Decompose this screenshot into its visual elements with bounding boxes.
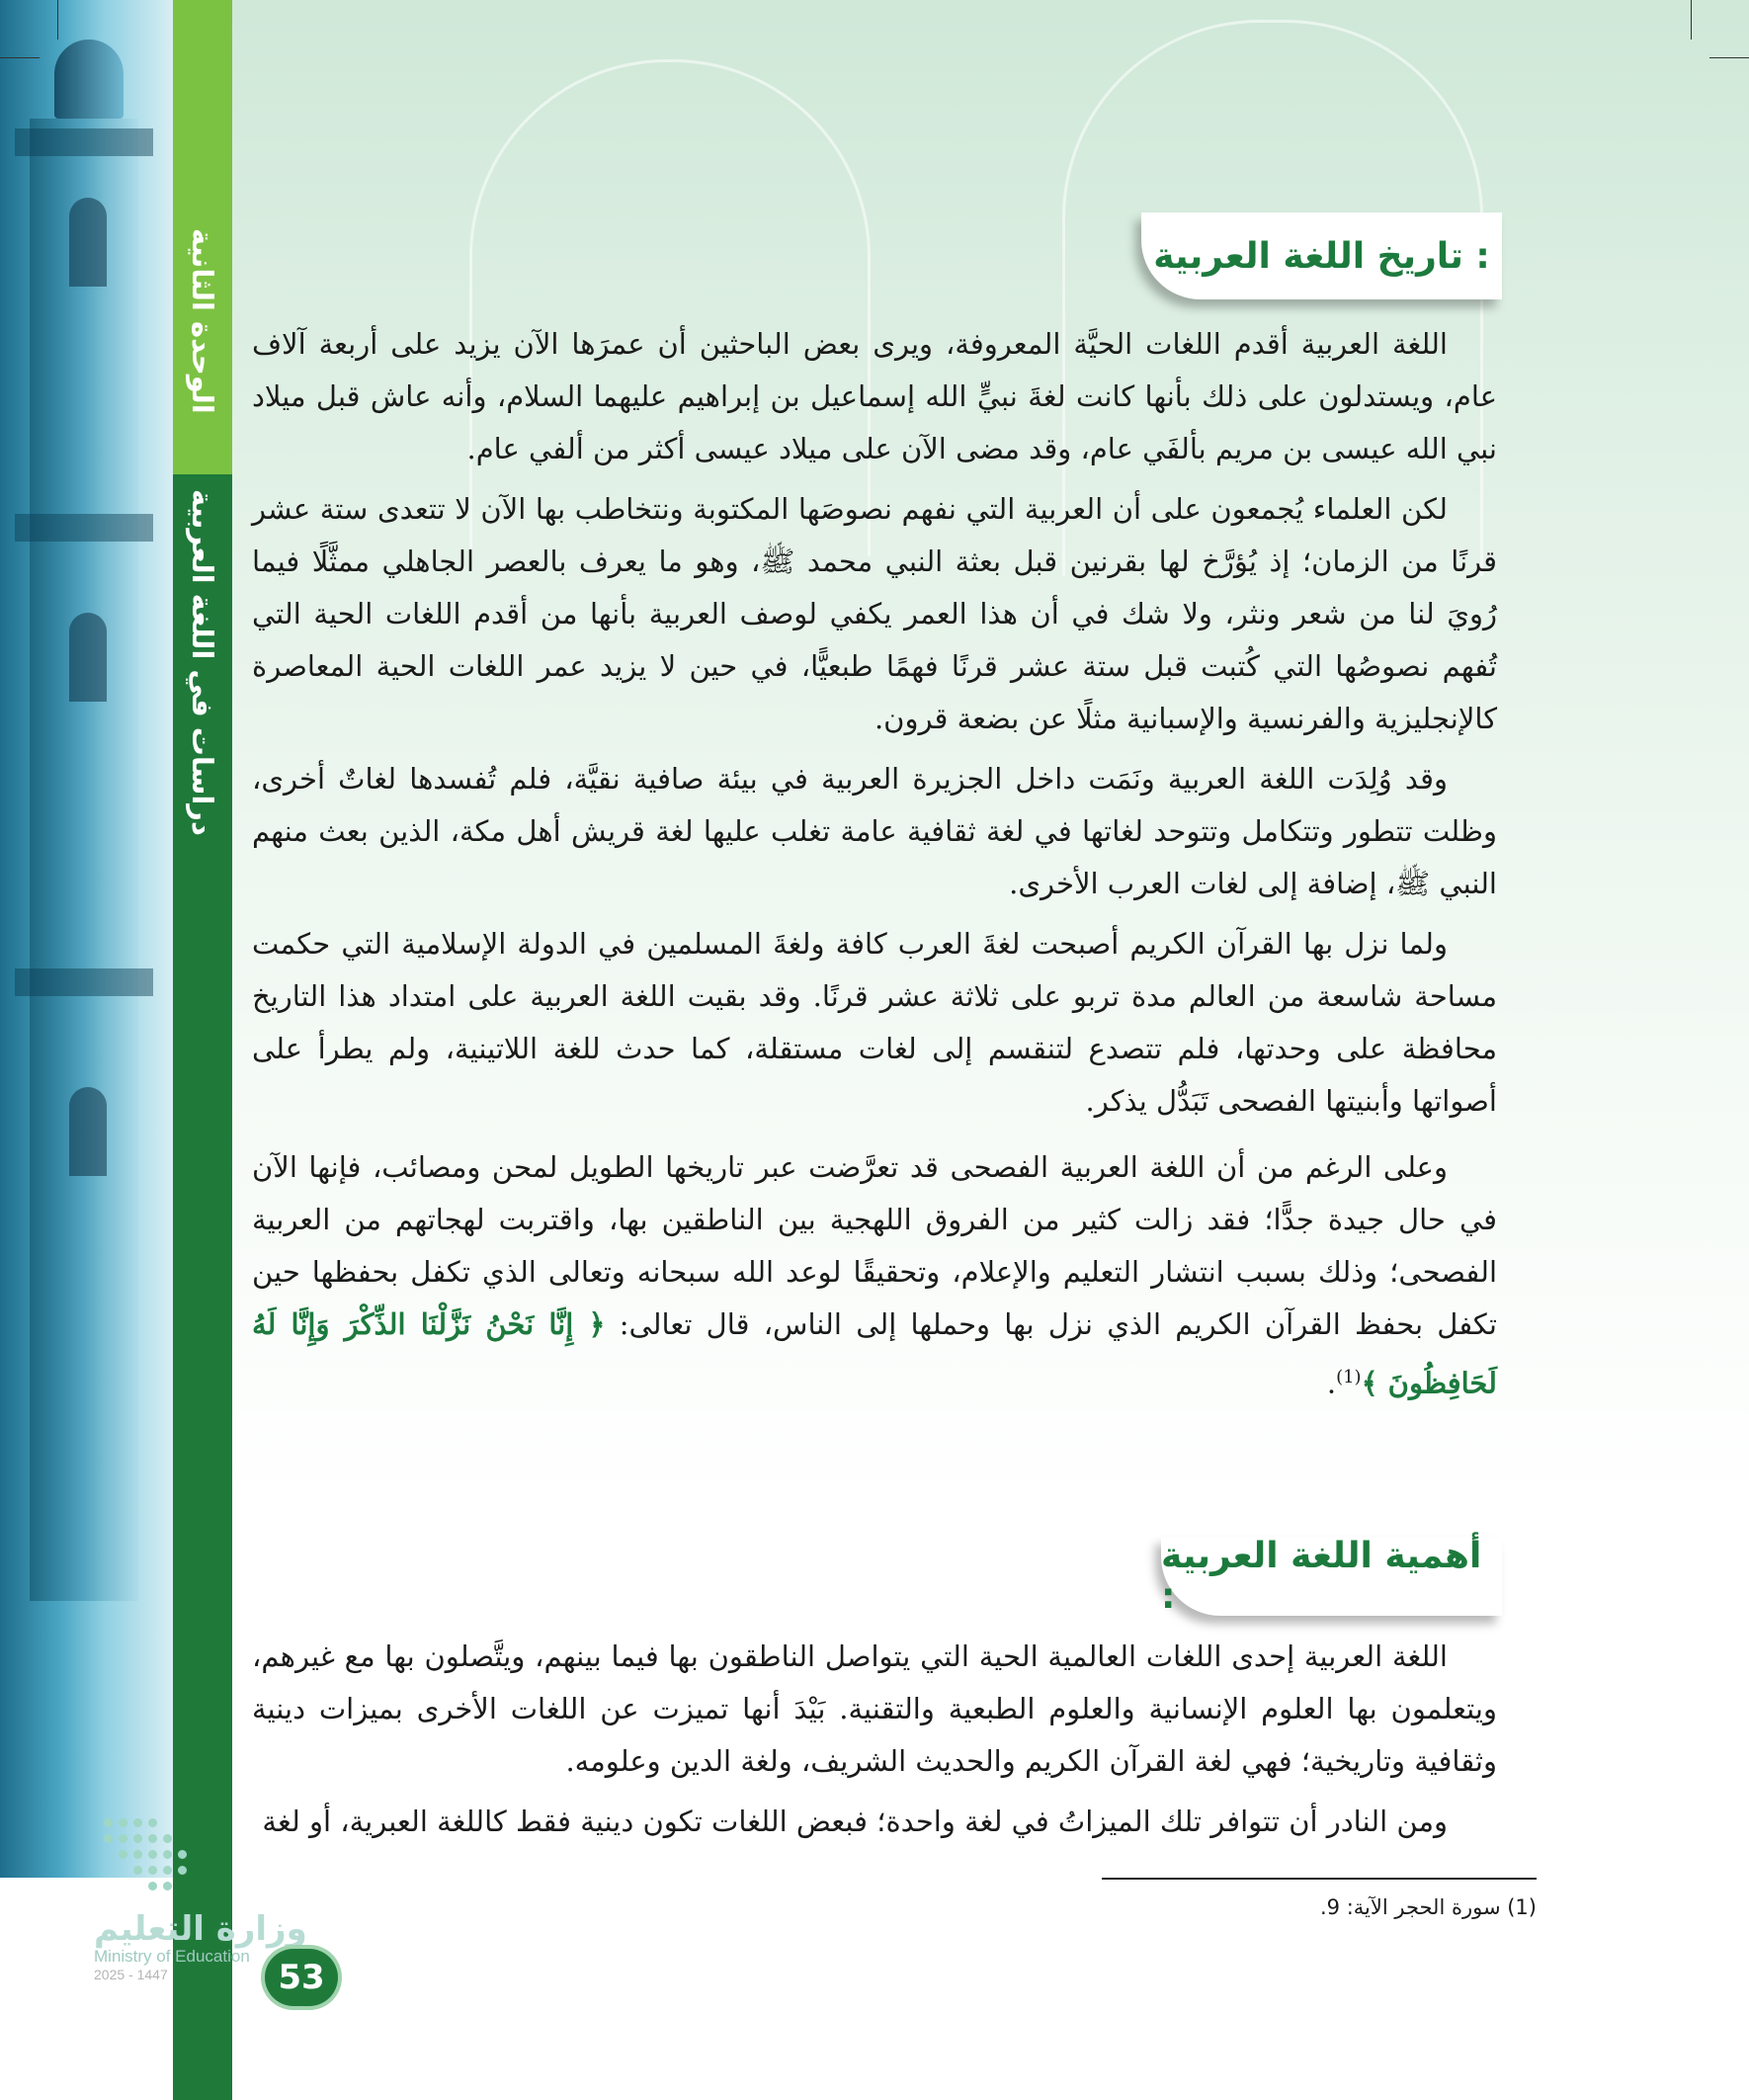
ministry-logo	[94, 1808, 311, 1982]
crop-mark	[1691, 0, 1692, 40]
minaret-window	[69, 1087, 107, 1176]
edition-year: 2025 - 1447	[94, 1967, 168, 1982]
crop-mark	[1709, 57, 1749, 58]
paragraph: لكن العلماء يُجمعون على أن العربية التي نفهم نصوصَها المكتوبة ونتخاطب بها الآن لا تتعدى ستة عشر قرنًا من الزمان؛ إذ يُؤرَّخ لها بقرنين قبل بعثة النبي محمد ﷺ، وهو ما يعرف بالعصر الجاهلي ممثَّلًا فيما رُويَ لنا من شعر ونثر، ولا شك في أن هذا العمر يكفي لوصف العربية بأنها من أقدم اللغات الحية التي تُفهم نصوصُها التي كُتبت قبل ستة عشر قرنًا فهمًا طبعيًّا، في حين لا يزيد عمر اللغات الحية المعاصرة كالإنجليزية والفرنسية والإسبانية مثلًا عن بضعة قرون.	[252, 492, 1497, 735]
minaret-dome	[54, 40, 124, 119]
history-heading-text: تاريخ اللغة العربية :	[1153, 235, 1490, 277]
minaret-balcony	[15, 514, 153, 542]
section-heading-importance	[1161, 1537, 1502, 1616]
paragraph: وقد وُلِدَت اللغة العربية ونَمَت داخل الجزيرة العربية في بيئة صافية نقيَّة، فلم تُفسدها لغاتٌ أخرى، وظلت تتطور وتتكامل وتتوحد لغاتها في لغة ثقافية عامة تغلب عليها لغة قريش أهل مكة، الذين بعث منهم النبي ﷺ، إضافة إلى لغات العرب الأخرى.	[252, 762, 1497, 900]
paragraph: ومن النادر أن تتوافر تلك الميزاتُ في لغة واحدة؛ فبعض اللغات تكون دينية فقط كاللغة العبرية، أو لغة	[262, 1805, 1448, 1838]
minaret-photo	[0, 0, 173, 1878]
footnote-reference: (1)	[1336, 1367, 1362, 1387]
crop-mark	[0, 57, 40, 58]
unit-label: الوحدة الثانية	[186, 228, 219, 414]
ministry-english-name: Ministry of Education	[94, 1947, 250, 1966]
book-label: دراسات في اللغة العربية	[186, 488, 219, 836]
minaret-balcony	[15, 968, 153, 996]
sidebar	[173, 0, 232, 2100]
history-body	[252, 318, 1497, 1418]
minaret-window	[69, 613, 107, 702]
paragraph-text: وعلى الرغم من أن اللغة العربية الفصحى قد تعرَّضت عبر تاريخها الطويل لمحن ومصائب، فإنها الآن في حال جيدة جدًّا؛ فقد زالت كثير من الفروق اللهجية بين الناطقين بها، واقتربت لهجاتهم من العربية الفصحى؛ وذلك بسبب انتشار التعليم والإعلام، وتحقيقًا لوعد الله سبحانه وتعالى الذي تكفل بحفظها حين تكفل بحفظ القرآن الكريم الذي نزل بها وحملها إلى الناس، قال تعالى:	[252, 1150, 1498, 1341]
importance-heading-text: أهمية اللغة العربية :	[1161, 1536, 1482, 1617]
logo-dot-pattern	[94, 1808, 311, 1907]
quran-verse: ﴿ إِنَّا نَحْنُ نَزَّلْنَا الذِّكْرَ وَإِنَّا لَهُ لَحَافِظُونَ ﴾	[252, 1307, 1497, 1400]
importance-body	[252, 1631, 1497, 1856]
paragraph-with-verse	[252, 1141, 1497, 1410]
minaret-window	[69, 198, 107, 287]
paragraph: اللغة العربية أقدم اللغات الحيَّة المعروفة، ويرى بعض الباحثين أن عمرَها الآن يزيد على أربعة آلاف عام، ويستدلون على ذلك بأنها كانت لغةَ نبيٍّ الله إسماعيل بن إبراهيم عليهما السلام، وأنه عاش قبل ميلاد نبي الله عيسى بن مريم بألفَي عام، وقد مضى الآن على ميلاد عيسى أكثر من ألفي عام.	[252, 327, 1498, 465]
minaret-balcony	[15, 128, 153, 156]
section-heading-history	[1141, 212, 1502, 299]
end-mark: .	[1326, 1366, 1337, 1400]
minaret-shaft	[30, 119, 138, 1601]
footnote-divider	[1102, 1878, 1537, 1880]
paragraph: ولما نزل بها القرآن الكريم أصبحت لغةَ العرب كافة ولغةَ المسلمين في الدولة الإسلامية التي حكمت مساحة شاسعة من العالم مدة تربو على ثلاثة عشر قرنًا. وقد بقيت اللغة العربية على امتداد هذا التاريخ محافظة على وحدتها، فلم تتصدع لتنقسم إلى لغات مستقلة، كما حدث للغة اللاتينية، ولم يطرأ على أصواتها وأبنيتها الفصحى تَبَدُّل يذكر.	[252, 927, 1497, 1118]
crop-mark	[57, 0, 58, 40]
footnote: (1) سورة الحجر الآية: 9.	[1319, 1895, 1537, 1919]
paragraph: اللغة العربية إحدى اللغات العالمية الحية التي يتواصل الناطقون بها فيما بينهم، ويتَّصلون بها مع غيرهم، ويتعلمون بها العلوم الإنسانية والعلوم الطبعية والتقنية. بَيْدَ أنها تميزت عن اللغات الأخرى بميزات دينية وثقافية وتاريخية؛ فهي لغة القرآن الكريم والحديث الشريف، ولغة الدين وعلومه.	[252, 1639, 1497, 1778]
page-number: 53	[265, 1949, 338, 2006]
ministry-arabic-name: وزارة التعليم	[94, 1909, 307, 1949]
